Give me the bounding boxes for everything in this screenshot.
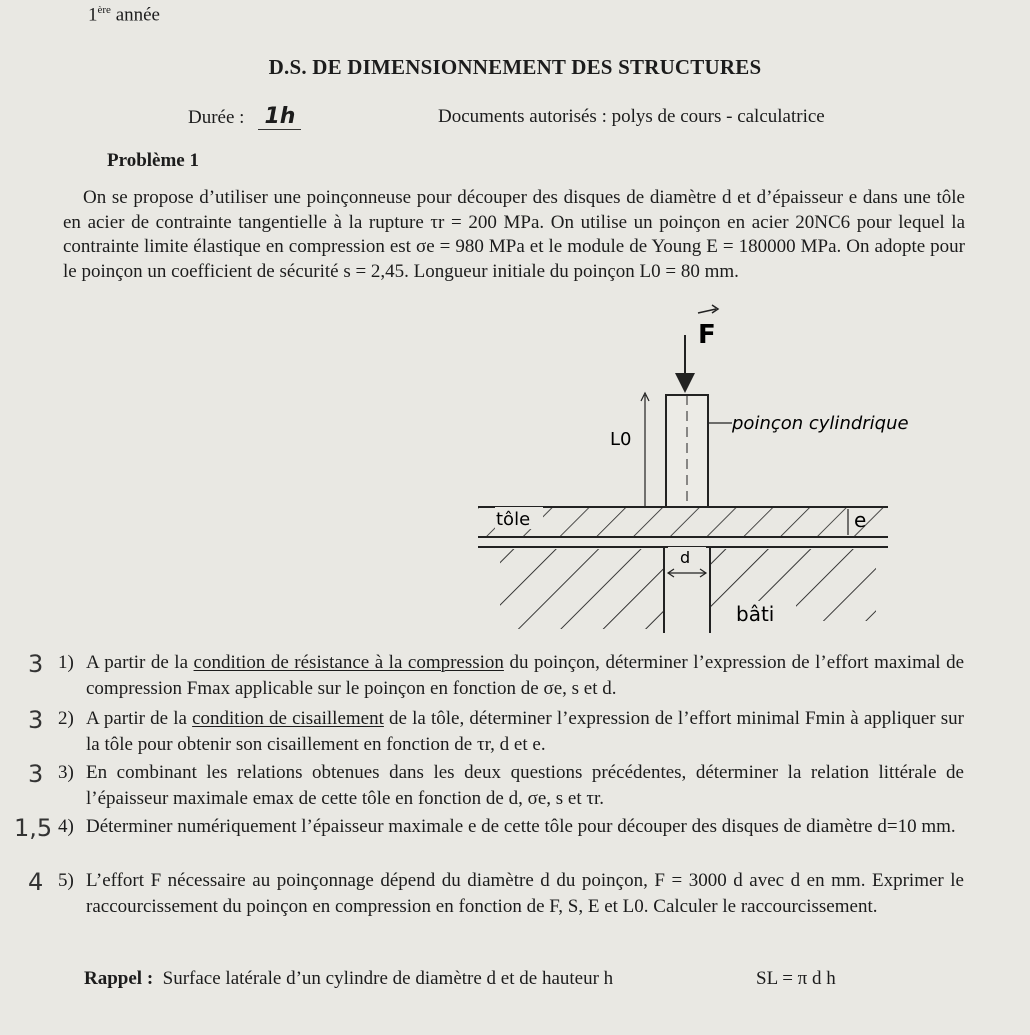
reminder-formula: SL = π d h xyxy=(756,968,836,989)
question-1: 1) A partir de la condition de résistance à la compression du poinçon, déterminer l’expression de l’effort maximal de compression Fmax applicable sur le poinçon en fonction de σe, s et d. xyxy=(58,652,965,699)
duration: Durée : 1h xyxy=(188,104,301,129)
question-5: 5) L’effort F nécessaire au poinçonnage dépend du diamètre d du poinçon, F = 3000 d avec d en mm. Exprimer le raccourcissement du poinçon en compression en fonction de F, S, E et L0. Calculer le raccourcissement. xyxy=(58,870,964,917)
l0-label: L0 xyxy=(610,429,632,450)
force-label: F xyxy=(698,320,716,350)
thickness-label: e xyxy=(854,508,867,532)
frame-left xyxy=(500,549,664,629)
punch-label: poinçon cylindrique xyxy=(732,413,909,434)
page-title: D.S. DE DIMENSIONNEMENT DES STRUCTURES xyxy=(268,55,762,79)
punch-diagram xyxy=(470,295,970,635)
problem-statement: On se propose d’utiliser une poinçonneuse pour découper des disques de diamètre d et d’épaisseur e dans une tôle en acier de contrainte tangentielle à la rupture τr = 200 MPa. On utilise un poinçon en acier 20NC6 pour lequel la contrainte limite élastique en compression est σe = 980 MPa et le module de Young E = 180000 MPa. On adopte pour le poinçon un coefficient de sécurité s = 2,45. Longueur initiale du poinçon L0 = 80 mm. xyxy=(63,187,965,282)
question-3: 3) En combinant les relations obtenues dans les deux questions précédentes, déterminer la relation littérale de l’épaisseur maximale emax de cette tôle en fonction de d, σe, s et τr. xyxy=(58,762,964,809)
score-mark: 3 xyxy=(28,760,44,788)
duration-value: 1h xyxy=(258,104,301,130)
score-mark: 4 xyxy=(28,868,44,896)
problem-title: Problème 1 xyxy=(107,150,199,171)
frame-label: bâti xyxy=(736,602,775,626)
question-2: 2) A partir de la condition de cisaillement de la tôle, déterminer l’expression de l’effort minimal Fmin à appliquer sur la tôle pour obtenir son cisaillement en fonction de τr, d et e. xyxy=(58,708,964,755)
documents-allowed: Documents autorisés : polys de cours - calculatrice xyxy=(438,106,825,127)
score-mark: 3 xyxy=(28,706,44,734)
score-mark: 3 xyxy=(28,650,44,678)
score-mark: 1,5 xyxy=(14,814,53,842)
question-4: 4) Déterminer numériquement l’épaisseur maximale e de cette tôle pour découper des disques de diamètre d=10 mm. xyxy=(58,816,956,837)
sheet-label: tôle xyxy=(496,509,531,530)
year-label: 1ère année xyxy=(88,4,160,26)
reminder: Rappel : Surface latérale d’un cylindre de diamètre d et de hauteur h xyxy=(84,968,614,989)
diameter-label: d xyxy=(680,548,691,567)
